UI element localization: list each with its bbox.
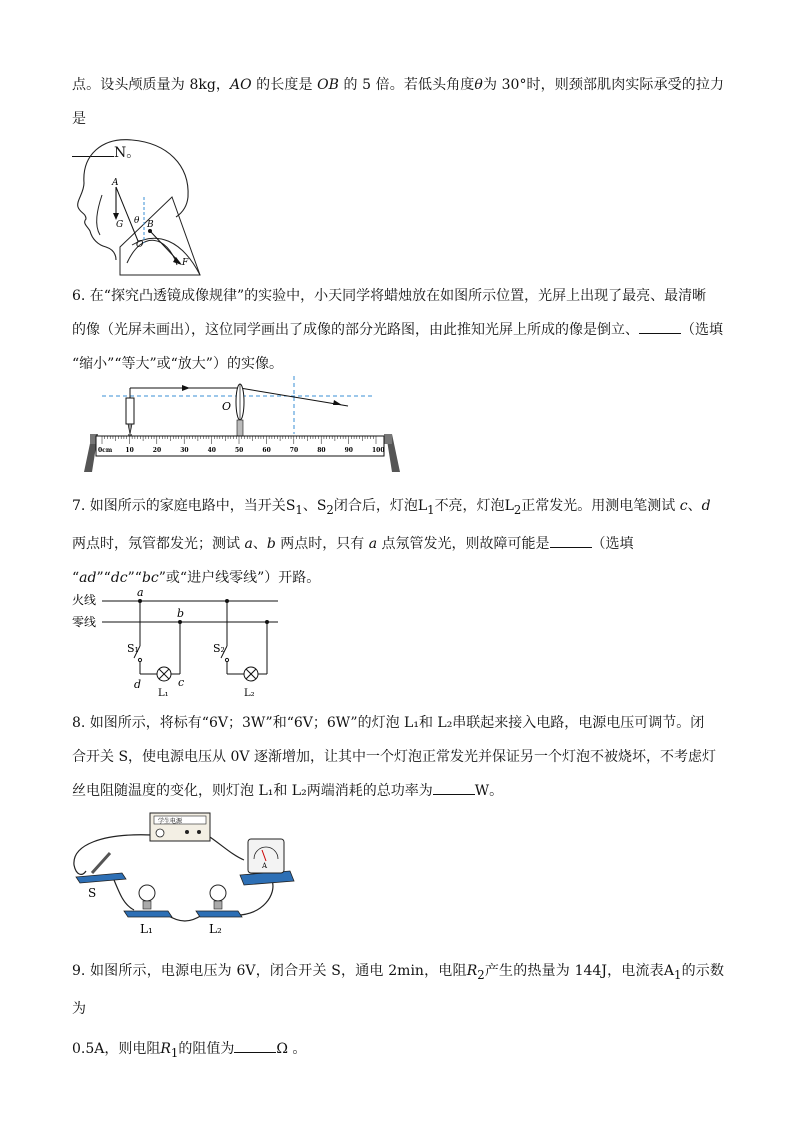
q7-text	[72, 489, 724, 595]
ruler-tick-label: 60	[262, 447, 271, 454]
ruler-tick-label: 30	[180, 447, 189, 454]
ruler-tick-label: 70	[289, 447, 299, 454]
label-B: B	[147, 220, 154, 230]
label-theta: θ	[134, 216, 140, 226]
ruler-tick-label: 50	[235, 447, 244, 454]
answer-blank[interactable]	[639, 319, 681, 334]
ammeter-label: A	[262, 862, 268, 870]
label-G: G	[116, 220, 124, 230]
power-supply-label: 学生电源	[158, 818, 183, 825]
ruler-tick-label: 20	[152, 447, 162, 454]
lamp-L1-figure-label: L₁	[140, 922, 153, 936]
answer-blank[interactable]	[433, 780, 475, 795]
label-O: O	[136, 240, 144, 250]
lamp-L2-label: L₂	[244, 688, 255, 699]
ruler-tick-label: 100	[372, 447, 385, 454]
q9-line2: 0.5A，则电阻$R_1$的阻值为 Ω 。	[72, 1032, 724, 1070]
ruler-tick-label: 10	[125, 447, 134, 454]
q8-text	[72, 706, 724, 808]
answer-blank[interactable]	[234, 1038, 276, 1053]
label-F: F	[182, 258, 189, 268]
answer-blank[interactable]	[550, 533, 592, 548]
ruler-tick-label: 0cm	[98, 447, 113, 454]
q6-line2: 的像（光屏未画出），这位同学画出了成像的部分光路图，由此推知光屏上所成的像是倒立、 （选填	[72, 313, 724, 347]
switch-S1-label: S₁	[127, 642, 139, 655]
switch-S2-label: S₂	[213, 642, 225, 655]
q5-line2: N。	[72, 136, 724, 170]
head-neck-figure	[72, 135, 212, 280]
lens-label-O: O	[222, 400, 232, 413]
point-d: d	[134, 678, 142, 691]
switch-S-label: S	[88, 886, 97, 900]
point-a: a	[137, 586, 144, 599]
lamp-L1-label: L₁	[158, 688, 169, 699]
q9-line1: 9. 如图所示，电源电压为 6V，闭合开关 S，通电 2min，电阻$R_2$产生的热量为 144J，电流表$A_1$的示数为	[72, 963, 724, 1017]
point-c: c	[178, 676, 185, 689]
q7-line2: 两点时，氖管都发光；测试 a、b 两点时，只有 a 点氖管发光，则故障可能是 （选填	[72, 527, 724, 561]
q6-text	[72, 279, 724, 381]
zero-line-label: 零线	[72, 615, 97, 629]
label-A: A	[112, 178, 119, 188]
fire-line-label: 火线	[72, 593, 97, 607]
optical-bench-figure	[72, 376, 412, 476]
q9-text	[72, 954, 724, 1070]
q6-line3: “缩小”“等大”或“放大”）的实像。	[72, 356, 283, 372]
ruler-tick-label: 40	[207, 447, 216, 454]
series-lamps-figure	[72, 805, 312, 940]
household-circuit-figure	[72, 586, 292, 701]
point-b: b	[177, 607, 185, 620]
q7-line1: 7. 如图所示的家庭电路中，当开关$S_1$、$S_2$闭合后，灯泡$L_1$不亮，灯泡$L_2$正常发光。用测电笔测试 c、d	[72, 498, 711, 517]
q8-line1: 8. 如图所示，将标有“6V；3W”和“6V；6W”的灯泡 L₁和 L₂串联起来接入电路，电源电压可调节。闭	[72, 715, 705, 731]
lamp-L2-figure-label: L₂	[209, 922, 222, 936]
ruler-tick-label: 80	[317, 447, 326, 454]
q7-line3: “ad”“dc”“bc”或“进户线零线”）开路。	[72, 569, 321, 586]
ruler-tick-label: 90	[344, 447, 353, 454]
q8-line3: 丝电阻随温度的变化，则灯泡 L₁和 L₂两端消耗的总功率为 W。	[72, 774, 724, 808]
q6-line1: 6. 在“探究凸透镜成像规律”的实验中，小天同学将蜡烛放在如图所示位置，光屏上出现了最亮、最清晰	[72, 288, 707, 304]
q5-line1: 点。设头颅质量为 8kg，AO 的长度是 OB 的 5 倍。若低头角度θ为 30°时，则颈部肌肉实际承受的拉力是	[72, 77, 724, 127]
q8-line2: 合开关 S，使电源电压从 0V 逐渐增加，让其中一个灯泡正常发光并保证另一个灯泡不被烧坏，不考虑灯	[72, 749, 716, 765]
